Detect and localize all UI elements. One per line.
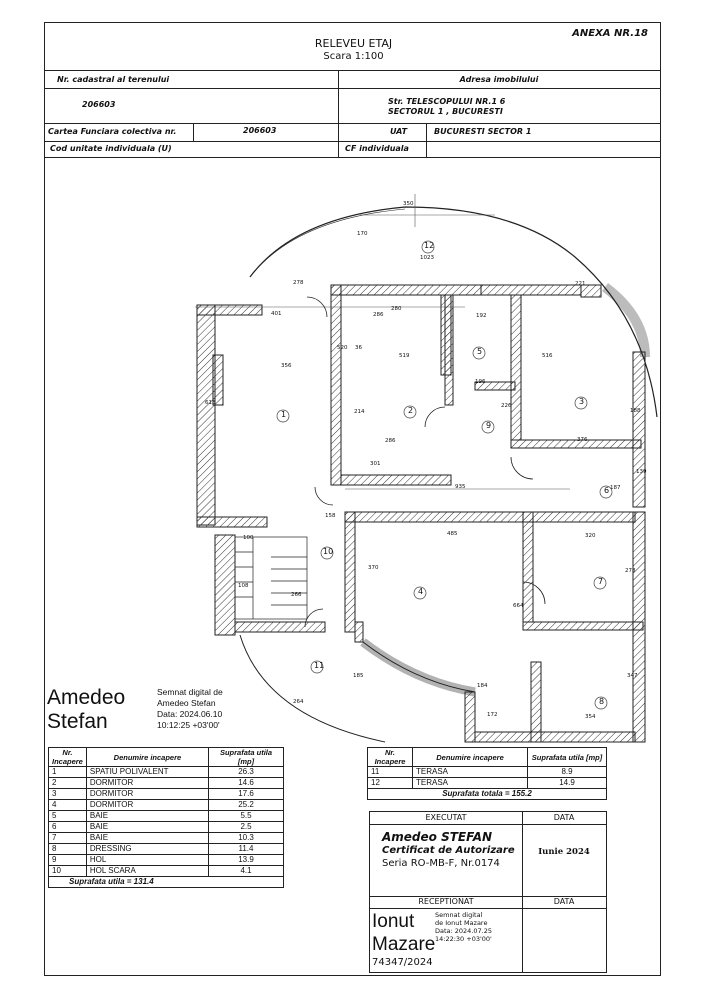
table-row	[49, 822, 284, 833]
cf-value: 206603	[243, 126, 277, 135]
dimension-label: 278	[625, 568, 636, 574]
room-label-2: 2	[408, 406, 414, 415]
receiver-note-line4: 14:22:30 +03'00'	[435, 935, 492, 943]
room-number-cell: 5	[49, 811, 87, 822]
dimension-label: 108	[238, 583, 249, 589]
plan-title: RELEVEU ETAJ	[314, 37, 393, 50]
room-number-cell: 3	[49, 789, 87, 800]
dimension-label: 187	[610, 485, 621, 491]
room-name-cell: SPATIU POLIVALENT	[86, 767, 208, 778]
document-sheet	[44, 22, 661, 976]
room-number-cell: 6	[49, 822, 87, 833]
room-area-cell: 14.6	[209, 778, 284, 789]
executed-series: Seria RO-MB-F, Nr.0174	[382, 858, 500, 869]
signature-note-line1: Semnat digital de	[157, 687, 223, 697]
room-name-cell: HOL SCARA	[86, 866, 208, 877]
room-area-cell: 4.1	[209, 866, 284, 877]
dimension-label: 100	[243, 535, 254, 541]
room-number-cell: 2	[49, 778, 87, 789]
address-label: Adresa imobilului	[459, 75, 539, 84]
dimension-label: 264	[293, 699, 304, 705]
dimension-label: 280	[391, 306, 402, 312]
room-number-cell: 7	[49, 833, 87, 844]
table-row	[368, 767, 607, 778]
room-number-cell: 1	[49, 767, 87, 778]
dimension-label: 354	[585, 714, 596, 720]
plan-scale: Scara 1:100	[323, 51, 384, 62]
divider	[45, 70, 660, 71]
dimension-label: 376	[577, 437, 588, 443]
received-label: RECEPTIONAT	[418, 897, 474, 906]
room-label-3: 3	[579, 397, 585, 406]
table-row	[368, 778, 607, 789]
cadastral-number-label: Nr. cadastral al terenului	[57, 75, 170, 84]
executed-certificate: Certificat de Autorizare	[382, 845, 515, 856]
table-row	[49, 844, 284, 855]
receiver-note-line3: Data: 2024.07.25	[435, 927, 492, 935]
dimension-label: 170	[357, 231, 368, 237]
room-name-cell: DORMITOR	[86, 778, 208, 789]
room-number-cell: 8	[49, 844, 87, 855]
dimension-label: 485	[447, 531, 458, 537]
signature-name-line1: Amedeo	[47, 686, 126, 709]
table-total-row	[368, 789, 607, 800]
receiver-name-line1: Ionut	[372, 911, 415, 932]
dimension-label: 185	[353, 673, 364, 679]
dimension-label: 613	[205, 400, 216, 406]
signature-note-line4: 10:12:25 +03'00'	[157, 720, 220, 730]
table-row	[49, 778, 284, 789]
table-header-row	[368, 748, 607, 767]
dimension-label: 320	[585, 533, 596, 539]
address-line2: SECTORUL 1 , BUCURESTI	[388, 107, 503, 116]
room-name-cell: TERASA	[413, 778, 528, 789]
room-name-cell: BAIE	[86, 833, 208, 844]
room-area-cell: 11.4	[209, 844, 284, 855]
room-number-cell: 11	[368, 767, 413, 778]
column-header: Nr. Incapere	[49, 748, 87, 767]
unit-code-label: Cod unitate individuala (U)	[50, 144, 172, 153]
column-header: Denumire incapere	[413, 748, 528, 767]
dimension-label: 356	[281, 363, 292, 369]
divider	[426, 123, 427, 157]
total-area: Suprafata utila = 131.4	[49, 877, 284, 888]
dimension-label: 516	[542, 353, 553, 359]
executed-date: Iunie 2024	[538, 847, 590, 857]
room-name-cell: BAIE	[86, 811, 208, 822]
signature-name-line2: Stefan	[47, 710, 108, 733]
room-label-8: 8	[599, 697, 605, 706]
room-area-cell: 2.5	[209, 822, 284, 833]
dimension-label: 221	[575, 281, 586, 287]
dimension-label: 1023	[420, 255, 434, 261]
table-row	[49, 767, 284, 778]
receiver-registration-number: 74347/2024	[372, 957, 433, 968]
room-number-cell: 4	[49, 800, 87, 811]
room-number-cell: 12	[368, 778, 413, 789]
room-label-4: 4	[418, 587, 424, 596]
column-header: Suprafata utila [mp]	[209, 748, 284, 767]
address-line1: Str. TELESCOPULUI NR.1 6	[388, 97, 506, 106]
room-number-cell: 10	[49, 866, 87, 877]
cf-label: Cartea Funciara colectiva nr.	[48, 127, 177, 136]
dimension-label: 226	[501, 403, 512, 409]
dimension-label: 158	[325, 513, 336, 519]
executed-label: EXECUTAT	[425, 813, 467, 822]
dimension-label: 935	[455, 484, 466, 490]
room-label-10: 10	[323, 547, 334, 556]
divider	[45, 88, 660, 89]
dimension-label: 401	[271, 311, 282, 317]
table-row	[49, 811, 284, 822]
dimension-label: 286	[373, 312, 384, 318]
uat-value: BUCURESTI SECTOR 1	[434, 127, 532, 136]
uat-label: UAT	[390, 127, 408, 136]
room-area-table-right	[367, 747, 607, 800]
dimension-label: 188	[630, 408, 641, 414]
dimension-label: 184	[477, 683, 488, 689]
staircase	[235, 537, 307, 619]
dimension-label: 301	[370, 461, 381, 467]
table-row	[49, 855, 284, 866]
room-name-cell: DRESSING	[86, 844, 208, 855]
floor-plan	[45, 157, 660, 747]
divider	[45, 123, 660, 124]
room-label-7: 7	[598, 577, 604, 586]
cf-individual-label: CF individuala	[345, 144, 409, 153]
dimension-label: 519	[399, 353, 410, 359]
room-name-cell: DORMITOR	[86, 800, 208, 811]
room-name-cell: BAIE	[86, 822, 208, 833]
dimension-label: 520	[337, 345, 348, 351]
dimension-label: 350	[403, 201, 414, 207]
room-label-1: 1	[281, 410, 287, 419]
room-area-cell: 14.9	[528, 778, 607, 789]
received-date-label: DATA	[553, 897, 575, 906]
room-area-table-left	[48, 747, 284, 888]
annex-label: ANEXA NR.18	[572, 28, 648, 39]
table-row	[49, 833, 284, 844]
dimension-label: 278	[293, 280, 304, 286]
executed-date-label: DATA	[553, 813, 575, 822]
room-label-5: 5	[477, 347, 483, 356]
room-area-cell: 13.9	[209, 855, 284, 866]
dimension-label: 172	[487, 712, 498, 718]
executed-name: Amedeo STEFAN	[382, 830, 493, 844]
table-total-row	[49, 877, 284, 888]
room-area-cell: 5.5	[209, 811, 284, 822]
dimension-label: 36	[355, 345, 362, 351]
room-name-cell: HOL	[86, 855, 208, 866]
dimension-label: 347	[627, 673, 638, 679]
receiver-note-line1: Semnat digital	[435, 911, 483, 919]
room-area-cell: 8.9	[528, 767, 607, 778]
dimension-label: 286	[385, 438, 396, 444]
dimension-label: 370	[368, 565, 379, 571]
room-label-11: 11	[314, 661, 325, 670]
room-area-cell: 26.3	[209, 767, 284, 778]
room-area-cell: 17.6	[209, 789, 284, 800]
room-name-cell: DORMITOR	[86, 789, 208, 800]
signature-note-line3: Data: 2024.06.10	[157, 709, 223, 719]
room-name-cell: TERASA	[413, 767, 528, 778]
cadastral-number-value: 206603	[82, 100, 116, 109]
room-label-6: 6	[604, 486, 610, 495]
divider	[45, 141, 660, 142]
room-area-cell: 25.2	[209, 800, 284, 811]
total-area: Suprafata totala = 155.2	[368, 789, 607, 800]
room-label-12: 12	[424, 241, 435, 250]
signature-note-line2: Amedeo Stefan	[157, 698, 216, 708]
room-label-9: 9	[486, 421, 492, 430]
divider	[193, 123, 194, 141]
table-header-row	[49, 748, 284, 767]
dimension-label: 196	[475, 379, 486, 385]
dimension-label: 664	[513, 603, 524, 609]
column-header: Nr. Incapere	[368, 748, 413, 767]
receiver-name-line2: Mazare	[372, 934, 436, 955]
dimension-label: 214	[354, 409, 365, 415]
table-row	[49, 800, 284, 811]
room-number-cell: 9	[49, 855, 87, 866]
room-area-cell: 10.3	[209, 833, 284, 844]
dimension-label: 192	[476, 313, 487, 319]
column-header: Suprafata utila [mp]	[528, 748, 607, 767]
table-row	[49, 866, 284, 877]
column-header: Denumire incapere	[86, 748, 208, 767]
dimension-label: 266	[291, 592, 302, 598]
dimension-label: 139	[636, 469, 647, 475]
receiver-note-line2: de Ionut Mazare	[435, 919, 488, 927]
table-row	[49, 789, 284, 800]
